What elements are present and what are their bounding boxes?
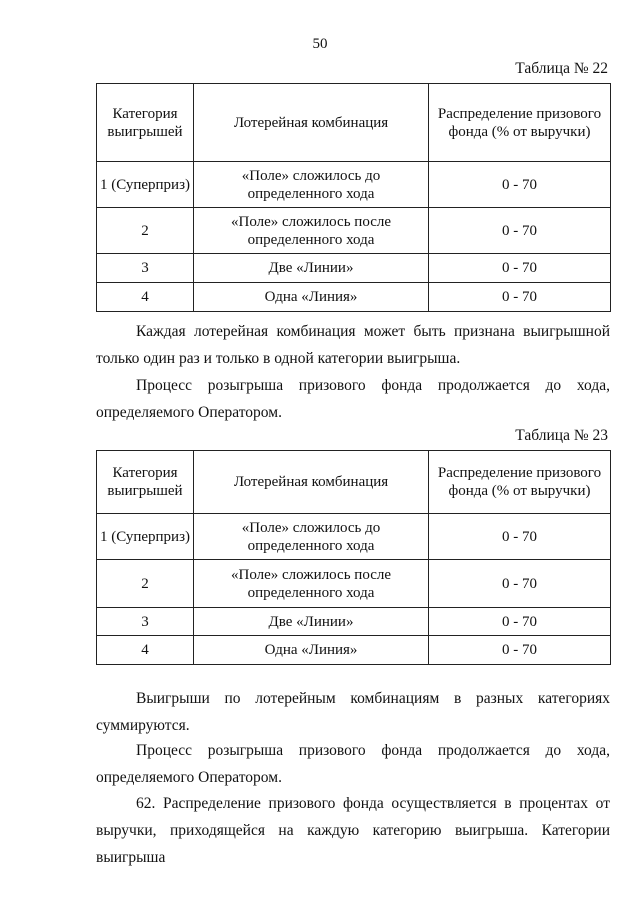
cell-distribution: 0 - 70 xyxy=(429,560,611,608)
table-header-row xyxy=(97,84,611,162)
header-distribution: Распределение призового фонда (% от выручки) xyxy=(429,451,611,514)
table-22-caption: Таблица № 22 xyxy=(515,60,608,77)
cell-category: 2 xyxy=(97,560,194,608)
table-header-row xyxy=(97,451,611,514)
table-row xyxy=(97,608,611,636)
cell-category: 1 (Суперприз) xyxy=(97,514,194,560)
paragraph-draw-process: Процесс розыгрыша призового фонда продолжается до хода, определяемого Оператором. xyxy=(96,377,610,421)
cell-distribution: 0 - 70 xyxy=(429,162,611,208)
header-distribution: Распределение призового фонда (% от выручки) xyxy=(429,84,611,162)
cell-combination: Две «Линии» xyxy=(194,608,429,636)
cell-combination: «Поле» сложилось после определенного хода xyxy=(194,560,429,608)
header-combination: Лотерейная комбинация xyxy=(194,451,429,514)
table-row xyxy=(97,560,611,608)
page-number: 50 xyxy=(312,36,328,52)
cell-category: 2 xyxy=(97,208,194,254)
cell-category: 3 xyxy=(97,254,194,283)
header-category: Категория выигрышей xyxy=(97,84,194,162)
cell-combination: Одна «Линия» xyxy=(194,636,429,665)
cell-distribution: 0 - 70 xyxy=(429,514,611,560)
header-combination: Лотерейная комбинация xyxy=(194,84,429,162)
cell-category: 3 xyxy=(97,608,194,636)
cell-distribution: 0 - 70 xyxy=(429,208,611,254)
table-row xyxy=(97,283,611,312)
paragraph-62: 62. Распределение призового фонда осуществляется в процентах от выручки, приходящейся на каждую категорию выигрыша. Категории выигрыша xyxy=(96,795,610,866)
cell-distribution: 0 - 70 xyxy=(429,254,611,283)
table-row xyxy=(97,208,611,254)
cell-combination: Две «Линии» xyxy=(194,254,429,283)
cell-category: 4 xyxy=(97,283,194,312)
cell-category: 4 xyxy=(97,636,194,665)
cell-combination: Одна «Линия» xyxy=(194,283,429,312)
paragraph-draw-process-2: Процесс розыгрыша призового фонда продолжается до хода, определяемого Оператором. xyxy=(96,742,610,786)
cell-distribution: 0 - 70 xyxy=(429,283,611,312)
paragraph-single-win: Каждая лотерейная комбинация может быть признана выигрышной только один раз и только в одной категории выигрыша. xyxy=(96,323,610,367)
cell-distribution: 0 - 70 xyxy=(429,636,611,665)
table-row xyxy=(97,636,611,665)
cell-combination: «Поле» сложилось до определенного хода xyxy=(194,514,429,560)
table-23-caption: Таблица № 23 xyxy=(515,427,608,444)
cell-combination: «Поле» сложилось после определенного хода xyxy=(194,208,429,254)
prize-table-23 xyxy=(96,450,611,665)
table-row xyxy=(97,514,611,560)
table-row xyxy=(97,254,611,283)
header-category: Категория выигрышей xyxy=(97,451,194,514)
cell-combination: «Поле» сложилось до определенного хода xyxy=(194,162,429,208)
cell-distribution: 0 - 70 xyxy=(429,608,611,636)
paragraph-summing: Выигрыши по лотерейным комбинациям в разных категориях суммируются. xyxy=(96,690,610,734)
table-row xyxy=(97,162,611,208)
prize-table-22 xyxy=(96,83,611,312)
cell-category: 1 (Суперприз) xyxy=(97,162,194,208)
